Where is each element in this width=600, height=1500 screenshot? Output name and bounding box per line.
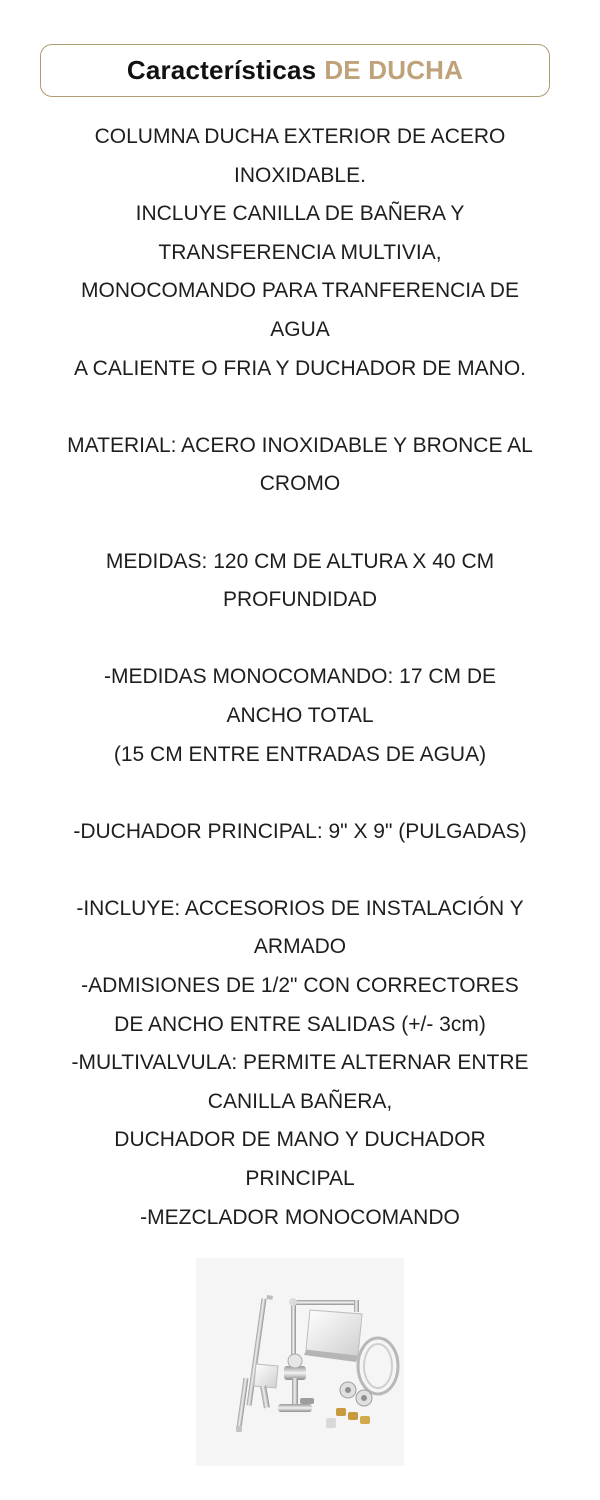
text-line: A CALIENTE O FRIA Y DUCHADOR DE MANO. [74, 356, 526, 380]
text-line: ANCHO TOTAL [226, 703, 374, 727]
text-line: AGUA [270, 317, 330, 341]
paragraph-intro [42, 118, 558, 388]
text-line: DUCHADOR DE MANO Y DUCHADOR [114, 1128, 486, 1152]
text-line: -INCLUYE: ACCESORIOS DE INSTALACIÓN Y [76, 896, 524, 920]
text-line: (15 CM ENTRE ENTRADAS DE AGUA) [113, 742, 487, 766]
description-text [42, 118, 558, 1237]
rain-shower-head [304, 1310, 362, 1362]
text-line: MEDIDAS: 120 CM DE ALTURA X 40 CM [105, 549, 495, 573]
shower-column-illustration [196, 1258, 404, 1466]
text-line: CROMO [259, 472, 341, 496]
paragraph-measures [42, 543, 558, 620]
text-line: -ADMISIONES DE 1/2" CON CORRECTORES [81, 974, 519, 998]
paragraph-mixer-measures [42, 658, 558, 774]
text-line: MONOCOMANDO PARA TRANFERENCIA DE [81, 279, 519, 303]
text-line: PRINCIPAL [245, 1167, 355, 1191]
text-line: INCLUYE CANILLA DE BAÑERA Y [135, 202, 465, 226]
title-main: Características [126, 55, 317, 85]
text-line: COLUMNA DUCHA EXTERIOR DE ACERO [94, 125, 506, 148]
text-line: PROFUNDIDAD [222, 588, 377, 612]
text-line: CANILLA BAÑERA, [207, 1089, 393, 1113]
text-line: -DUCHADOR PRINCIPAL: 9" X 9" (PULGADAS) [73, 819, 527, 843]
text-line: MATERIAL: ACERO INOXIDABLE Y BRONCE AL [67, 433, 533, 457]
text-line: ARMADO [253, 935, 347, 959]
text-line: DE ANCHO ENTRE SALIDAS (+/- 3cm) [114, 1012, 486, 1036]
paragraph-material [42, 427, 558, 504]
paragraph-includes [42, 890, 558, 1237]
product-image [196, 1258, 404, 1466]
text-line: TRANSFERENCIA MULTIVIA, [158, 240, 442, 264]
text-line: -MEZCLADOR MONOCOMANDO [140, 1205, 460, 1229]
text-line: -MULTIVALVULA: PERMITE ALTERNAR ENTRE [71, 1051, 529, 1075]
text-line: -MEDIDAS MONOCOMANDO: 17 CM DE [103, 665, 497, 689]
paragraph-main-shower [42, 813, 558, 852]
title-box [40, 44, 550, 97]
title-accent: DE DUCHA [324, 55, 464, 85]
text-line: INOXIDABLE. [234, 163, 366, 187]
